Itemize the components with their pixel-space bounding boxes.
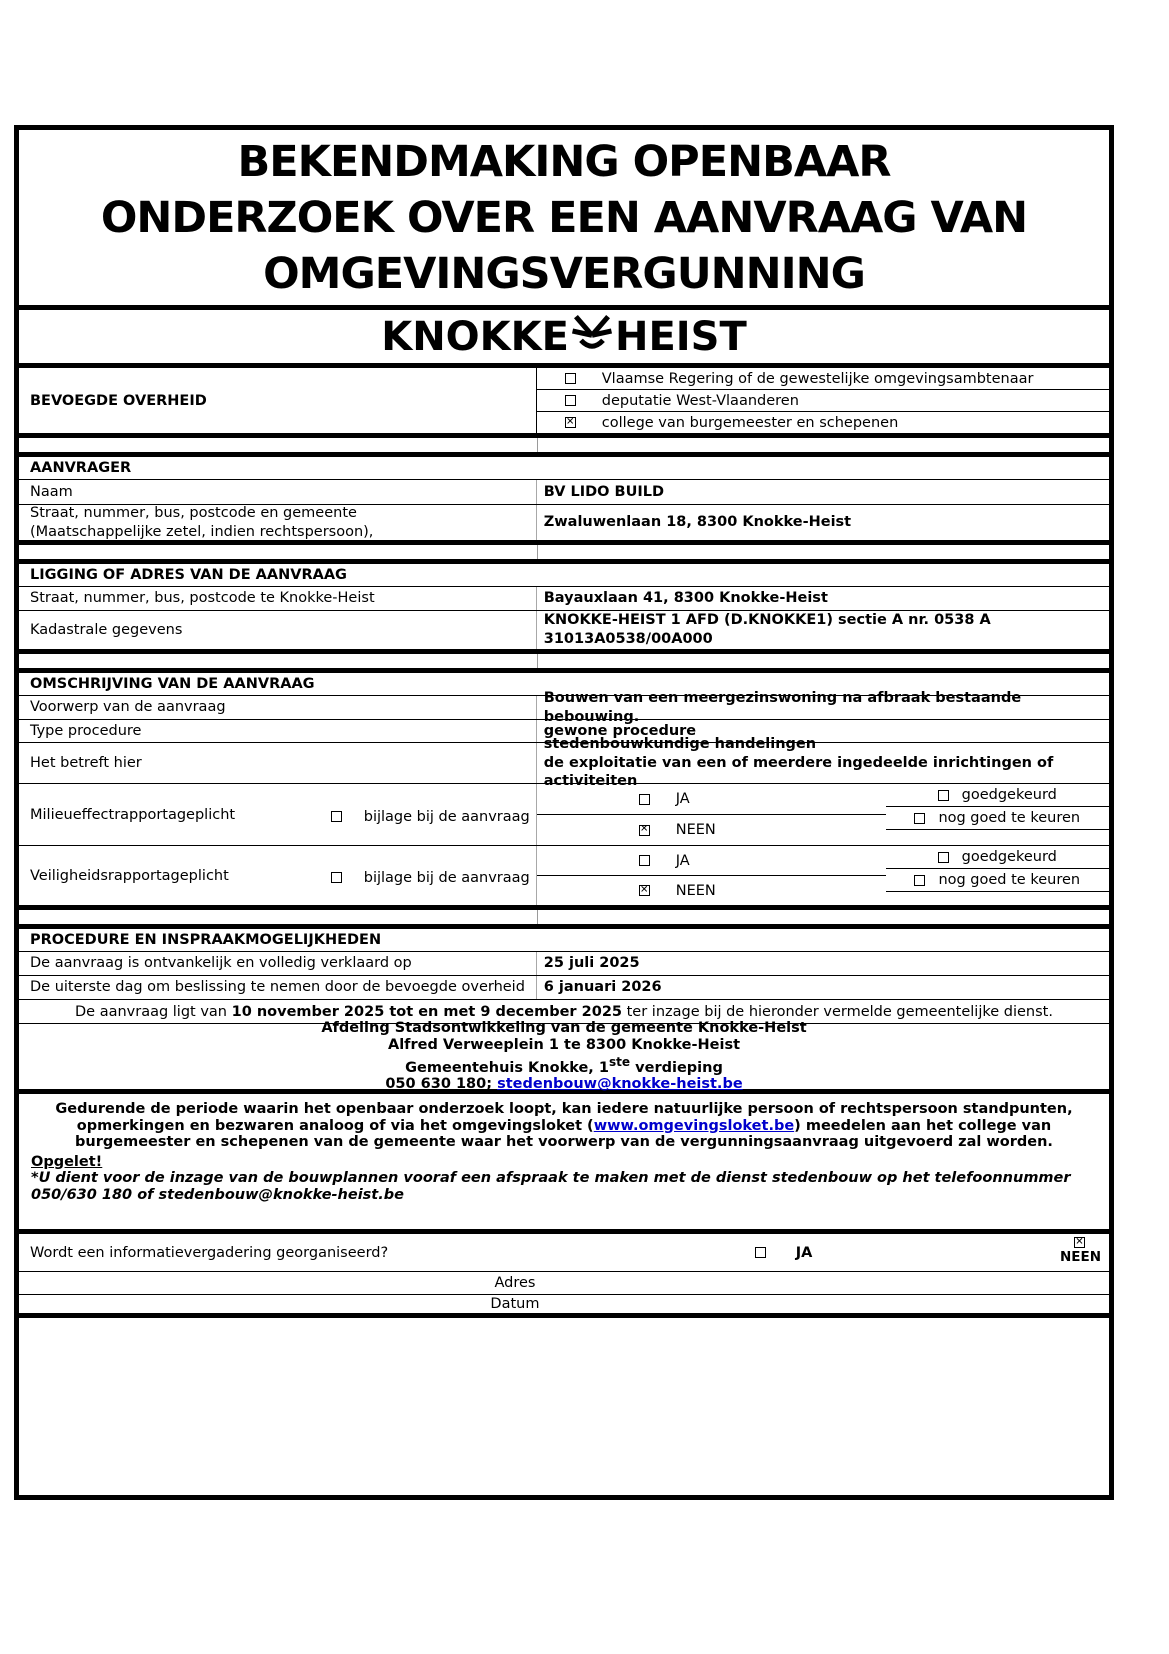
dienst-locatie: Gemeentehuis Knokke, 1ste verdieping xyxy=(405,1054,723,1076)
kadaster-label: Kadastrale gegevens xyxy=(19,611,537,649)
option-label: deputatie West-Vlaanderen xyxy=(601,392,799,409)
type-procedure-label: Type procedure xyxy=(19,720,537,742)
checkbox-mer-goedgekeurd[interactable] xyxy=(938,790,949,801)
ligging-straat-value: Bayauxlaan 41, 8300 Knokke-Heist xyxy=(543,590,828,607)
naam-row xyxy=(19,480,1109,505)
afspraak-note: *U dient voor de inzage van de bouwplannen vooraf een afspraak te maken met de dienst stedenbouw op het telefoonnummer 050/630 180 of stedenbouw@knokke-heist.be xyxy=(31,1170,1071,1203)
naam-label: Naam xyxy=(19,480,537,504)
mer-neen: ✕ NEEN xyxy=(537,815,886,845)
bekendmaking-form xyxy=(14,125,1114,1500)
ontvankelijk-value: 25 juli 2025 xyxy=(543,955,640,972)
voorwerp-row xyxy=(19,689,1109,725)
omgevingsloket-link[interactable]: www.omgevingsloket.be xyxy=(593,1117,795,1134)
option-college xyxy=(537,411,1109,433)
title-line-1: BEKENDMAKING OPENBAAR xyxy=(237,136,891,187)
knokke-heist-logo xyxy=(381,309,747,365)
naam-value: BV LIDO BUILD xyxy=(543,483,665,500)
logo-text-left: KNOKKE xyxy=(381,313,569,360)
aanvrager-adres-label: Straat, nummer, bus, postcode en gemeente (Maatschappelijke zetel, indien rechtspersoon), xyxy=(19,505,537,540)
vr-status xyxy=(886,846,1109,905)
section-separator xyxy=(19,654,1109,673)
checkbox-info-neen[interactable] xyxy=(1074,1237,1085,1248)
section-separator xyxy=(19,910,1109,929)
bevoegde-overheid-label: BEVOEGDE OVERHEID xyxy=(19,368,537,433)
infovergadering-ja: JA xyxy=(755,1245,813,1261)
mer-goedgekeurd: goedgekeurd xyxy=(886,784,1109,807)
vr-bijlage: bijlage bij de aanvraag xyxy=(331,870,530,886)
ontvankelijk-label: De aanvraag is ontvankelijk en volledig verklaard op xyxy=(19,952,537,975)
uiterste-dag-row xyxy=(19,976,1109,1000)
dienst-adres: Alfred Verweeplein 1 te 8300 Knokke-Heist xyxy=(387,1036,741,1053)
vr-label-cell xyxy=(19,846,537,905)
checkbox-deputatie[interactable] xyxy=(565,395,576,406)
checkbox-mer-neen[interactable] xyxy=(639,825,650,836)
bevoegde-overheid-row xyxy=(19,368,1109,438)
mer-ja: JA xyxy=(537,784,886,815)
vr-ja-neen xyxy=(537,846,886,905)
checkbox-mer-bijlage[interactable] xyxy=(331,811,342,822)
uiterste-dag-label: De uiterste dag om beslissing te nemen door de bevoegde overheid xyxy=(19,976,537,999)
gemeentelijke-dienst-block xyxy=(19,1019,1109,1094)
procedure-header: PROCEDURE EN INSPRAAKMOGELIJKHEDEN xyxy=(19,929,1109,952)
checkbox-vr-bijlage[interactable] xyxy=(331,872,342,883)
section-separator xyxy=(19,438,1109,457)
checkbox-vr-nog-goed[interactable] xyxy=(914,875,925,886)
option-label: college van burgemeester en schepenen xyxy=(601,414,899,431)
aanvrager-adres-row xyxy=(19,505,1109,545)
betreft-label: Het betreft hier xyxy=(19,743,537,783)
option-label: Vlaamse Regering of de gewestelijke omgevingsambtenaar xyxy=(601,370,1034,387)
title-block xyxy=(19,130,1109,310)
title-line-2: ONDERZOEK OVER EEN AANVRAAG VAN xyxy=(100,192,1028,243)
mer-bijlage: bijlage bij de aanvraag xyxy=(331,809,530,825)
opgelet-label: Opgelet! xyxy=(31,1153,103,1170)
dienst-naam: Afdeling Stadsontwikkeling van de gemeente Knokke-Heist xyxy=(321,1019,807,1036)
adres-row xyxy=(19,1272,1109,1295)
checkbox-mer-nog-goed[interactable] xyxy=(914,813,925,824)
mer-label-cell xyxy=(19,784,537,845)
uiterste-dag-value: 6 januari 2026 xyxy=(543,979,662,996)
aanvrager-adres-value: Zwaluwenlaan 18, 8300 Knokke-Heist xyxy=(543,514,852,531)
checkbox-info-ja[interactable] xyxy=(755,1247,766,1258)
aanvrager-header: AANVRAGER xyxy=(19,457,1109,480)
checkbox-vr-neen[interactable] xyxy=(639,885,650,896)
betreft-row xyxy=(19,735,1109,790)
knokke-heist-star-icon xyxy=(569,309,615,365)
checkbox-vr-ja[interactable] xyxy=(639,855,650,866)
mer-ja-neen xyxy=(537,784,886,845)
ligging-straat-label: Straat, nummer, bus, postcode te Knokke-Heist xyxy=(19,587,537,610)
inspraak-paragraaf: Gedurende de periode waarin het openbaar onderzoek loopt, kan iedere natuurlijke persoon of rechtspersoon standpunten, opmerkingen en bezwaren analoog of via het omgevingsloket (www.omgevingsloket.be) meedelen aan het college van burgemeester en schepenen van de gemeente waar het voorwerp van de vergunningsaanvraag uitgevoerd zal worden. xyxy=(55,1101,1073,1150)
stedenbouw-email-link[interactable]: stedenbouw@knokke-heist.be xyxy=(497,1076,743,1093)
logo-row xyxy=(19,310,1109,368)
kadaster-row xyxy=(19,611,1109,654)
dienst-contact: 050 630 180; stedenbouw@knokke-heist.be xyxy=(385,1076,743,1093)
vr-ja: JA xyxy=(537,846,886,876)
inspraak-block xyxy=(19,1094,1109,1234)
section-separator xyxy=(19,545,1109,564)
bevoegde-overheid-options xyxy=(537,368,1109,433)
vr-row xyxy=(19,846,1109,910)
mer-status xyxy=(886,784,1109,845)
logo-text-right: HEIST xyxy=(615,313,747,360)
checkbox-vr-goedgekeurd[interactable] xyxy=(938,852,949,863)
option-vlaamse-regering xyxy=(537,368,1109,389)
inzage-text: De aanvraag ligt van 10 november 2025 tot en met 9 december 2025 ter inzage bij de hieronder vermelde gemeentelijke dienst. xyxy=(75,1003,1053,1020)
checkbox-vlaamse-regering[interactable] xyxy=(565,373,576,384)
mer-nog-goed-te-keuren: nog goed te keuren xyxy=(886,807,1109,830)
datum-row xyxy=(19,1295,1109,1318)
datum-label: Datum xyxy=(490,1296,540,1312)
mer-label: Milieueffectrapportageplicht xyxy=(30,806,236,823)
title-line-3: OMGEVINGSVERGUNNING xyxy=(263,248,865,299)
vr-goedgekeurd: goedgekeurd xyxy=(886,846,1109,869)
infovergadering-vraag: Wordt een informatievergadering georganiseerd? xyxy=(30,1244,389,1261)
omschrijving-header: OMSCHRIJVING VAN DE AANVRAAG xyxy=(19,673,1109,696)
vr-neen: ✕ NEEN xyxy=(537,876,886,905)
voorwerp-value: Bouwen van een meergezinswoning na afbraak bestaande bebouwing. xyxy=(543,689,1022,725)
empty-area xyxy=(19,1318,1109,1495)
infovergadering-neen: ✕ NEEN xyxy=(1060,1237,1101,1265)
infovergadering-row xyxy=(19,1234,1109,1272)
ontvankelijk-row xyxy=(19,952,1109,976)
checkbox-college[interactable] xyxy=(565,417,576,428)
type-procedure-value: gewone procedure xyxy=(543,722,697,739)
adres-label: Adres xyxy=(494,1275,536,1291)
option-deputatie xyxy=(537,389,1109,411)
voorwerp-label: Voorwerp van de aanvraag xyxy=(19,696,537,719)
checkbox-mer-ja[interactable] xyxy=(639,794,650,805)
vr-nog-goed-te-keuren: nog goed te keuren xyxy=(886,869,1109,892)
mer-row xyxy=(19,784,1109,846)
vr-label: Veiligheidsrapportageplicht xyxy=(30,867,229,884)
kadaster-value: KNOKKE-HEIST 1 AFD (D.KNOKKE1) sectie A nr. 0538 A 31013A0538/00A000 xyxy=(543,612,991,647)
betreft-value: stedenbouwkundige handelingen de exploitatie van een of meerdere ingedeelde inrichtingen of activiteiten xyxy=(543,735,1054,790)
ligging-header: LIGGING OF ADRES VAN DE AANVRAAG xyxy=(19,564,1109,587)
